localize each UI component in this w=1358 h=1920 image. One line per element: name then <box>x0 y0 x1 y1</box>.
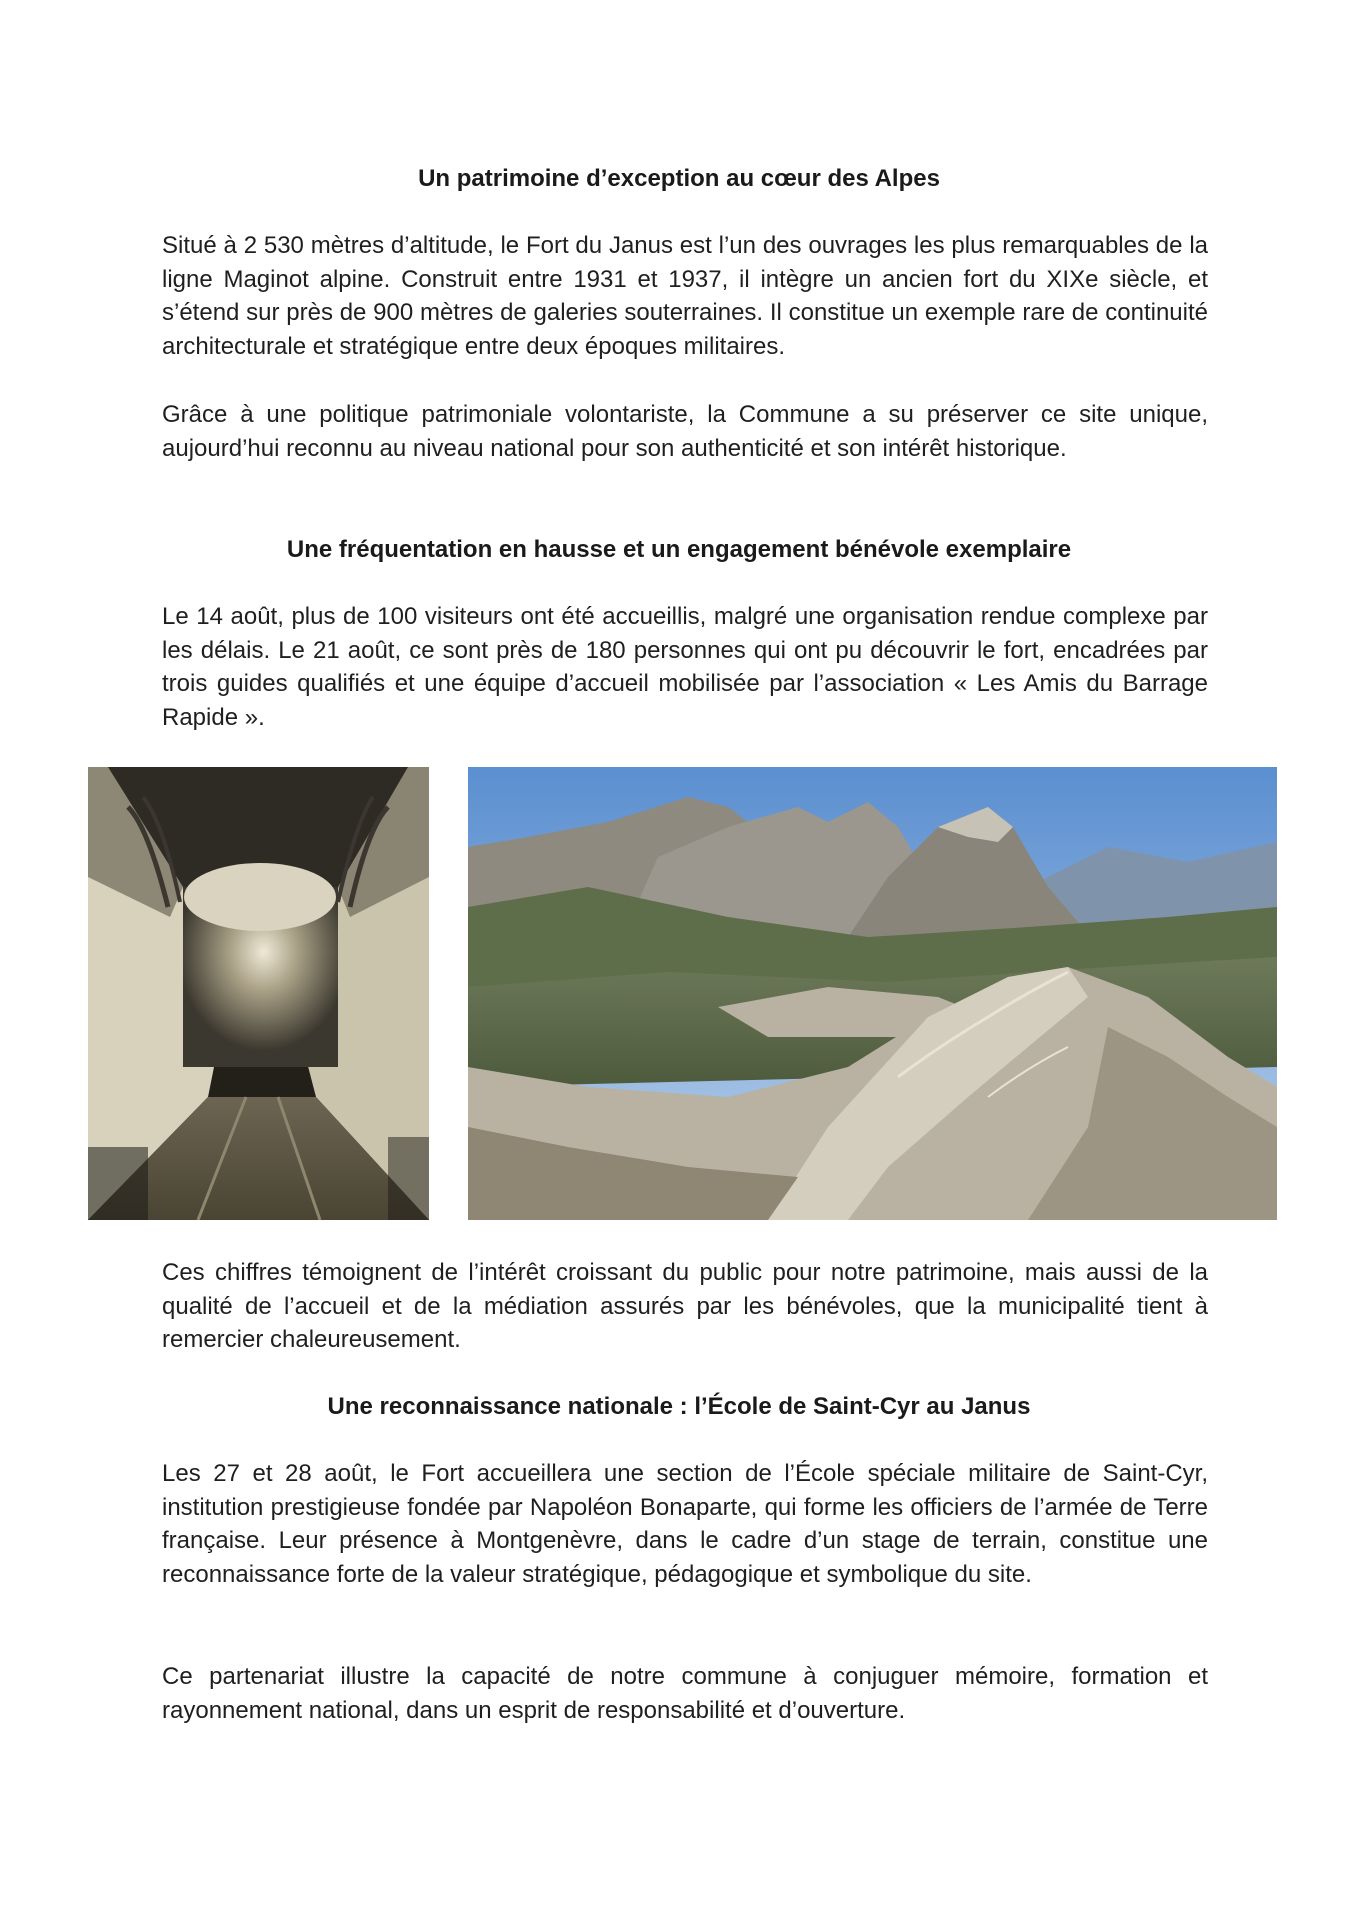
section-1-paragraph-2: Grâce à une politique patrimoniale volontariste, la Commune a su préserver ce site unique, aujourd’hui reconnu au niveau national pour son authenticité et son intérêt historique. <box>162 401 1208 462</box>
section-1-heading: Un patrimoine d’exception au cœur des Alpes <box>418 165 940 192</box>
section-1-paragraph-1: Situé à 2 530 mètres d’altitude, le Fort du Janus est l’un des ouvrages les plus remarquables de la ligne Maginot alpine. Construit entre 1931 et 1937, il intègre un ancien fort du XIXe siècle, et s’étend sur près de 900 mètres de galeries souterraines. Il constitue un exemple rare de continuité architecturale et stratégique entre deux époques militaires. <box>162 232 1208 361</box>
section-3-paragraph-2: Ce partenariat illustre la capacité de notre commune à conjuguer mémoire, formation et rayonnement national, dans un esprit de responsabilité et d’ouverture. <box>162 1663 1208 1724</box>
section-2-paragraph-1: Le 14 août, plus de 100 visiteurs ont été accueillis, malgré une organisation rendue complexe par les délais. Le 21 août, ce sont près de 180 personnes qui ont pu découvrir le fort, encadrées par trois guides qualifiés et une équipe d’accueil mobilisée par l’association « Les Amis du Barrage Rapide ». <box>162 603 1208 732</box>
section-2-heading: Une fréquentation en hausse et un engagement bénévole exemplaire <box>286 536 1072 563</box>
tunnel-photo <box>88 767 429 1220</box>
section-2-paragraph-2: Ces chiffres témoignent de l’intérêt croissant du public pour notre patrimoine, mais aussi de la qualité de l’accueil et de la médiation assurés par les bénévoles, que la municipalité tient à remercier chaleureusement. <box>162 1259 1208 1354</box>
section-3-paragraph-1: Les 27 et 28 août, le Fort accueillera une section de l’École spéciale militaire de Saint-Cyr, institution prestigieuse fondée par Napoléon Bonaparte, qui forme les officiers de l’armée de Terre française. Leur présence à Montgenèvre, dans le cadre d’un stage de terrain, constitue une reconnaissance forte de la valeur stratégique, pédagogique et symbolique du site. <box>162 1460 1208 1589</box>
section-3-heading: Une reconnaissance nationale : l’École de Saint-Cyr au Janus <box>327 1393 1031 1420</box>
mountain-photo <box>468 767 1277 1220</box>
tunnel-illustration <box>88 767 429 1220</box>
mountain-landscape-illustration <box>468 767 1277 1220</box>
